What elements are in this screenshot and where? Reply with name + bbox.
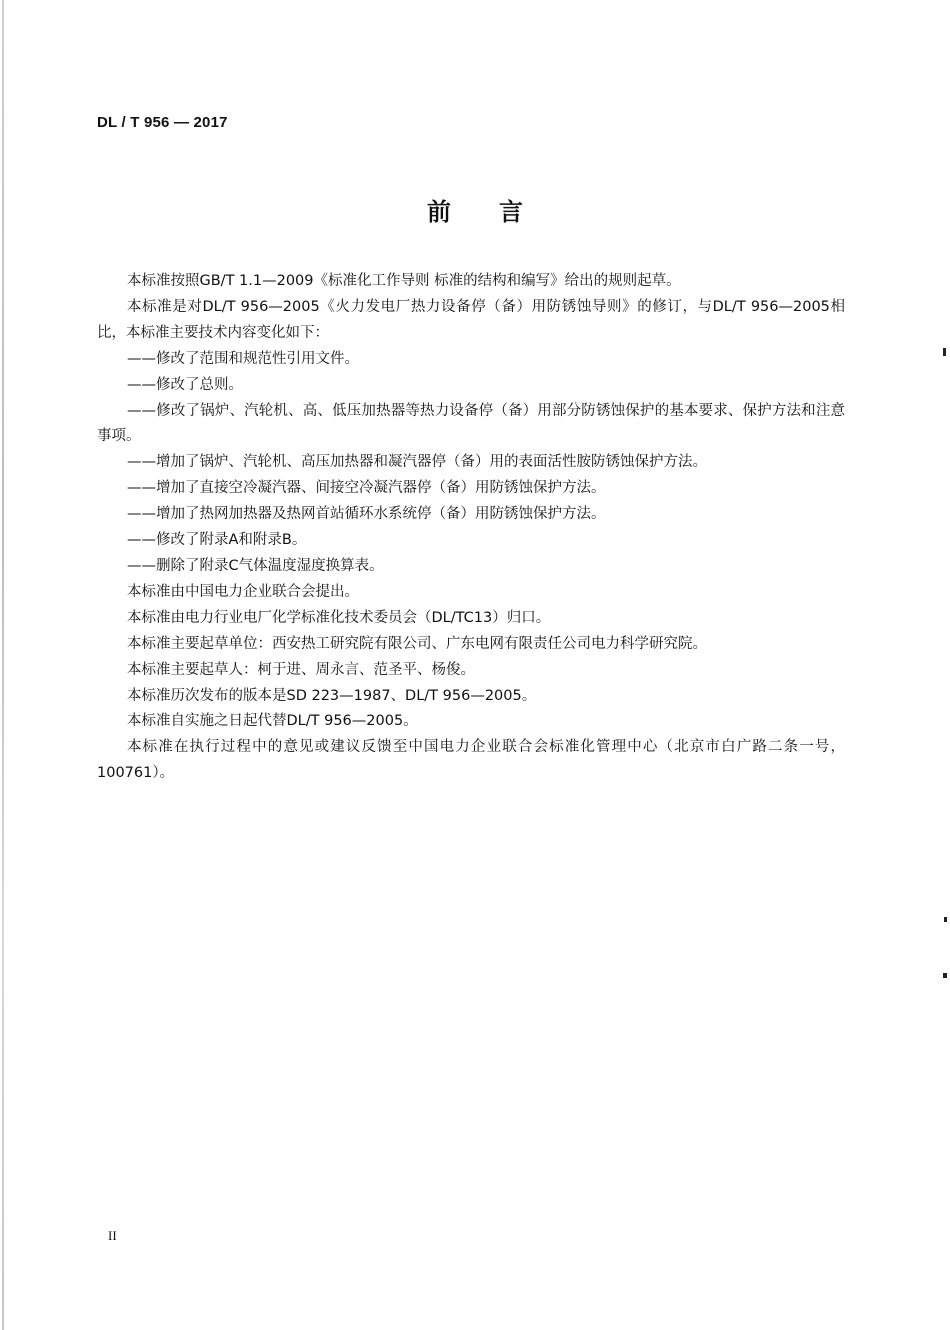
paragraph-drafters: 本标准主要起草人：柯于进、周永言、范圣平、杨俊。: [127, 661, 475, 678]
change-item: ——修改了范围和规范性引用文件。: [127, 350, 359, 367]
scan-mark: [944, 917, 947, 922]
paragraph-committee: 本标准由电力行业电厂化学标准化技术委员会（DL/TC13）归口。: [127, 609, 551, 626]
scan-mark: [943, 973, 947, 978]
change-item: ——删除了附录C气体温度湿度换算表。: [127, 557, 384, 574]
foreword-body: [97, 269, 845, 787]
paragraph-proposer: 本标准由中国电力企业联合会提出。: [127, 583, 359, 600]
page-title: 前言: [427, 198, 571, 226]
paragraph-feedback: 本标准在执行过程中的意见或建议反馈至中国电力企业联合会标准化管理中心（北京市白广路二条一号，100761）。: [97, 739, 845, 782]
page-number: II: [108, 1228, 117, 1243]
paragraph-drafting-units: 本标准主要起草单位：西安热工研究院有限公司、广东电网有限责任公司电力科学研究院。: [127, 635, 707, 652]
paragraph-history: 本标准历次发布的版本是SD 223—1987、DL/T 956—2005。: [127, 687, 537, 704]
scan-mark: [943, 348, 946, 356]
change-item: ——增加了锅炉、汽轮机、高压加热器和凝汽器停（备）用的表面活性胺防锈蚀保护方法。: [127, 454, 707, 471]
change-item: ——增加了热网加热器及热网首站循环水系统停（备）用防锈蚀保护方法。: [127, 506, 606, 523]
change-item: ——修改了总则。: [127, 376, 243, 393]
paragraph-revision-intro: 本标准是对DL/T 956—2005《火力发电厂热力设备停（备）用防锈蚀导则》的修订，与DL/T 956—2005相比，本标准主要技术内容变化如下：: [97, 298, 845, 341]
paragraph-drafting-rules: 本标准按照GB/T 1.1—2009《标准化工作导则 标准的结构和编写》给出的规则起草。: [127, 273, 681, 289]
document-code: DL / T 956 — 2017: [97, 114, 228, 131]
paragraph-replacement: 本标准自实施之日起代替DL/T 956—2005。: [127, 713, 418, 730]
change-item: ——增加了直接空冷凝汽器、间接空冷凝汽器停（备）用防锈蚀保护方法。: [127, 480, 606, 497]
change-item: ——修改了附录A和附录B。: [127, 532, 307, 549]
change-item: ——修改了锅炉、汽轮机、高、低压加热器等热力设备停（备）用部分防锈蚀保护的基本要求、保护方法和注意事项。: [97, 402, 845, 445]
